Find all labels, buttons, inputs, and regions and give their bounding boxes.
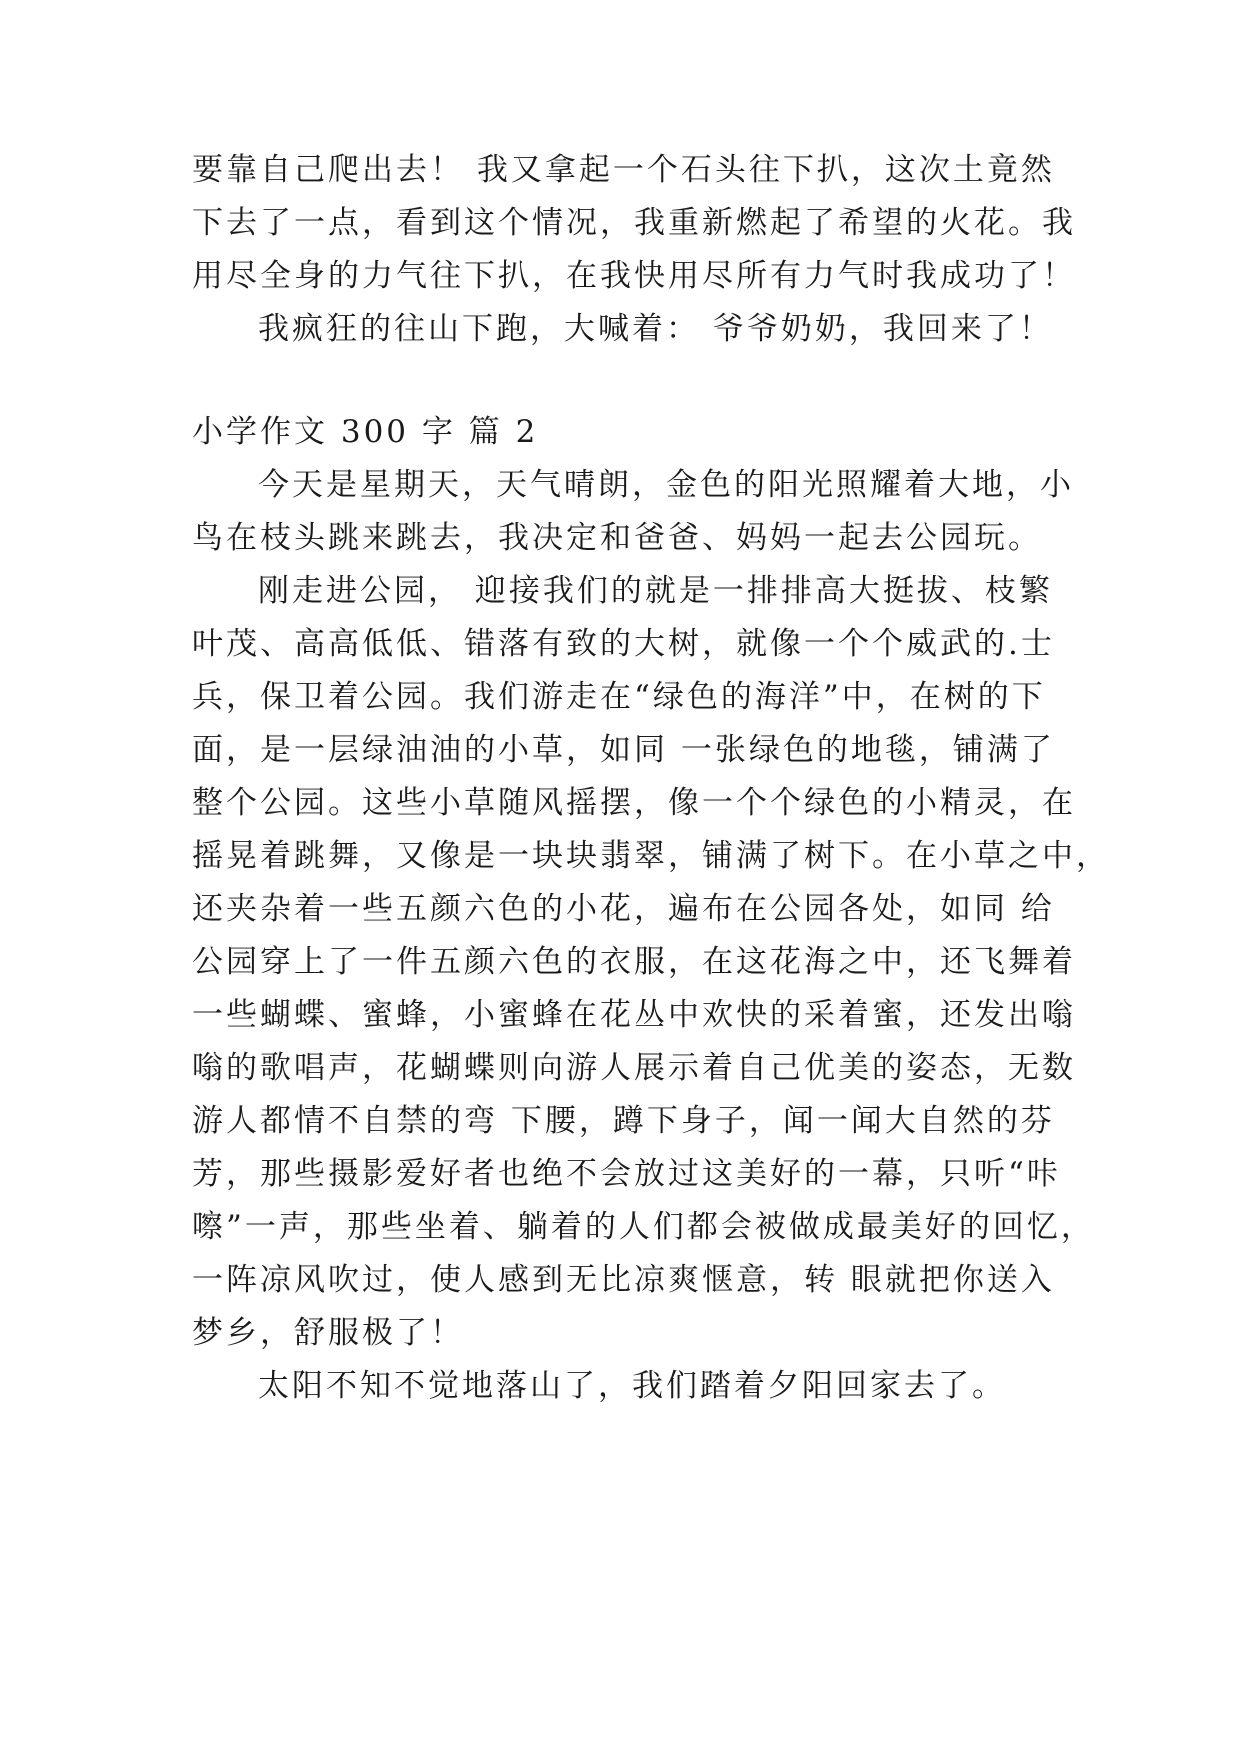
section-heading: 小学作文 300 字 篇 2 [192, 414, 539, 450]
text-line: 梦乡，舒服极了！ [192, 1315, 464, 1351]
text-line: 嚓”一声，那些坐着、躺着的人们都会被做成最美好的回忆， [192, 1209, 1095, 1245]
text-line: 嗡的歌唱声，花蝴蝶则向游人展示着自己优美的姿态，无数 [192, 1050, 1076, 1086]
text-line: 一些蝴蝶、蜜蜂，小蜜蜂在花丛中欢快的采着蜜，还发出嗡 [192, 997, 1076, 1033]
text-line: 兵，保卫着公园。我们游走在“绿色的海洋”中，在树的下 [192, 679, 1046, 715]
text-line: 摇晃着跳舞，又像是一块块翡翠，铺满了树下。在小草之中， [192, 838, 1110, 874]
text-line: 我疯狂的往山下跑，大喊着： 爷爷奶奶，我回来了！ [258, 311, 1053, 347]
text-line: 要靠自己爬出去！ 我又拿起一个石头往下扒，这次土竟然 [192, 152, 1055, 188]
text-line: 公园穿上了一件五颜六色的衣服，在这花海之中，还飞舞着 [192, 944, 1076, 980]
text-line: 还夹杂着一些五颜六色的小花，遍布在公园各处，如同 给 [192, 891, 1055, 927]
text-line: 游人都情不自禁的弯 下腰，蹲下身子，闻一闻大自然的芬 [192, 1103, 1055, 1139]
text-line: 叶茂、高高低低、错落有致的大树，就像一个个威武的.士 [192, 626, 1055, 662]
text-line: 面，是一层绿油油的小草，如同 一张绿色的地毯，铺满了 [192, 732, 1055, 768]
text-line: 刚走进公园， 迎接我们的就是一排排高大挺拔、枝繁 [258, 573, 1053, 609]
text-line: 鸟在枝头跳来跳去，我决定和爸爸、妈妈一起去公园玩。 [192, 520, 1042, 556]
text-line: 芳，那些摄影爱好者也绝不会放过这美好的一幕，只听“咔 [192, 1156, 1061, 1192]
text-line: 整个公园。这些小草随风摇摆，像一个个绿色的小精灵，在 [192, 785, 1076, 821]
text-line: 用尽全身的力气往下扒，在我快用尽所有力气时我成功了！ [192, 258, 1076, 294]
text-line: 一阵凉风吹过，使人感到无比凉爽惬意，转 眼就把你送入 [192, 1262, 1055, 1298]
text-line: 太阳不知不觉地落山了，我们踏着夕阳回家去了。 [258, 1368, 1006, 1404]
text-line: 今天是星期天，天气晴朗，金色的阳光照耀着大地，小 [258, 467, 1074, 503]
text-line: 下去了一点，看到这个情况，我重新燃起了希望的火花。我 [192, 205, 1076, 241]
